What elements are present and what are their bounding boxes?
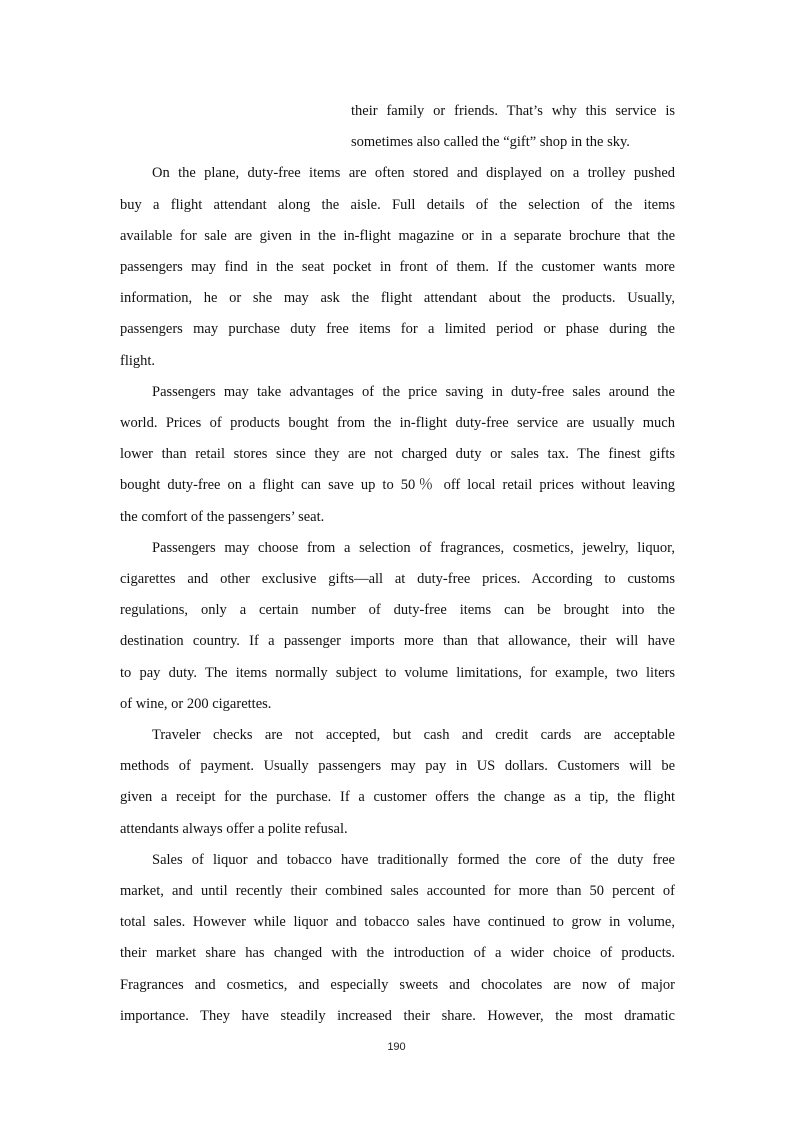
text-line: cigarettes and other exclusive gifts—all at duty-free prices. According to customs <box>120 571 675 588</box>
text-line: given a receipt for the purchase. If a customer offers the change as a tip, the flight <box>120 789 675 806</box>
continued-text-block <box>120 96 675 158</box>
text-line: destination country. If a passenger imports more than that allowance, their will have <box>120 633 675 650</box>
text-line: passengers may find in the seat pocket in front of them. If the customer wants more <box>120 259 675 276</box>
paragraph-price-saving <box>120 377 675 533</box>
text-line: buy a flight attendant along the aisle. Full details of the selection of the items <box>120 196 675 213</box>
paragraph-duty-free-trolley <box>120 158 675 376</box>
document-page <box>120 96 675 1032</box>
text-line: methods of payment. Usually passengers may pay in US dollars. Customers will be <box>120 758 675 775</box>
text-line: total sales. However while liquor and tobacco sales have continued to grow in volume, <box>120 914 675 931</box>
text-line: available for sale are given in the in-flight magazine or in a separate brochure that the <box>120 227 675 244</box>
text-line: sometimes also called the “gift” shop in the sky. <box>351 134 630 151</box>
text-line: Passengers may take advantages of the price saving in duty-free sales around the <box>152 383 675 400</box>
text-line: Fragrances and cosmetics, and especially sweets and chocolates are now of major <box>120 976 675 993</box>
text-line: world. Prices of products bought from the in-flight duty-free service are usually much <box>120 415 675 432</box>
text-line: attendants always offer a polite refusal. <box>120 820 348 837</box>
text-line: information, he or she may ask the flight attendant about the products. Usually, <box>120 290 675 307</box>
text-line: bought duty-free on a flight can save up to 50％ off local retail prices without leaving <box>120 477 675 494</box>
paragraph-payment <box>120 720 675 845</box>
text-line: Passengers may choose from a selection of fragrances, cosmetics, jewelry, liquor, <box>152 539 675 556</box>
text-line: importance. They have steadily increased their share. However, the most dramatic <box>120 1007 675 1024</box>
text-line: their family or friends. That’s why this service is <box>351 103 675 119</box>
text-line: On the plane, duty-free items are often stored and displayed on a trolley pushed <box>152 165 675 182</box>
text-line: lower than retail stores since they are not charged duty or sales tax. The finest gifts <box>120 446 675 463</box>
paragraph-selection <box>120 533 675 720</box>
text-line: their market share has changed with the introduction of a wider choice of products. <box>120 945 675 962</box>
text-line: flight. <box>120 352 156 369</box>
text-line: market, and until recently their combined sales accounted for more than 50 percent of <box>120 883 675 900</box>
paragraph-liquor-tobacco <box>120 845 675 1032</box>
text-line: of wine, or 200 cigarettes. <box>120 695 272 712</box>
text-line: regulations, only a certain number of duty-free items can be brought into the <box>120 602 675 619</box>
text-line: Traveler checks are not accepted, but cash and credit cards are acceptable <box>152 727 675 744</box>
text-line: Sales of liquor and tobacco have traditionally formed the core of the duty free <box>152 851 675 868</box>
text-line: the comfort of the passengers’ seat. <box>120 508 325 525</box>
text-line: to pay duty. The items normally subject to volume limitations, for example, two liters <box>120 664 675 681</box>
page-number: 190 <box>387 1041 406 1053</box>
text-line: passengers may purchase duty free items for a limited period or phase during the <box>120 321 675 338</box>
